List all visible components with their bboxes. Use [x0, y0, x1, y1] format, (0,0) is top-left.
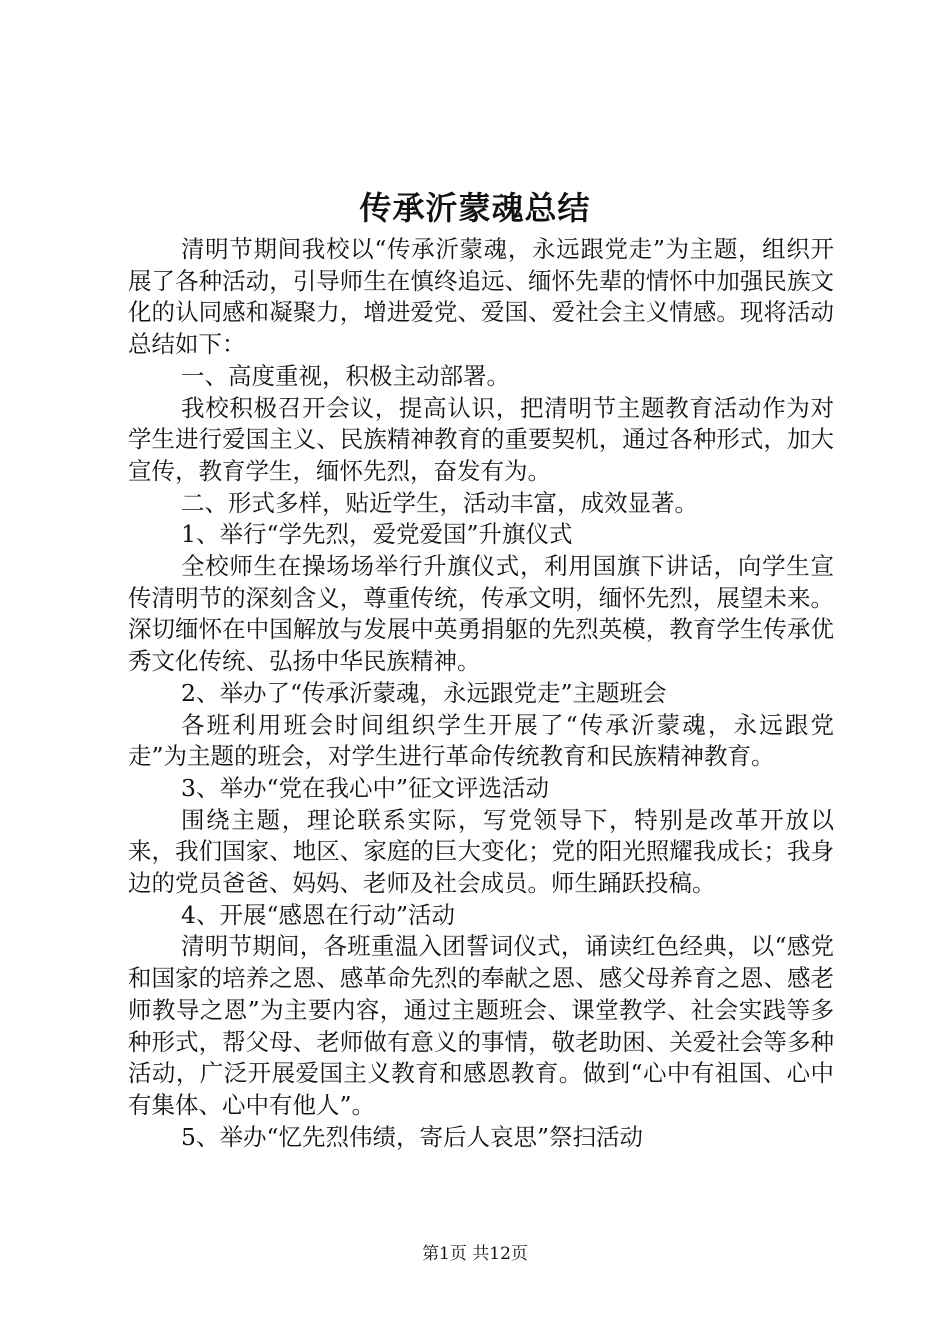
- paragraph: 我校积极召开会议，提高认识，把清明节主题教育活动作为对学生进行爱国主义、民族精神教育的重要契机，通过各种形式，加大宣传，教育学生，缅怀先烈，奋发有为。: [128, 393, 834, 485]
- item-heading-3: 3、举办“党在我心中”征文评选活动: [181, 773, 549, 802]
- document-body: [128, 234, 834, 1153]
- item-heading-5: 5、举办“忆先烈伟绩，寄后人哀思”祭扫活动: [181, 1122, 643, 1151]
- paragraph: 各班利用班会时间组织学生开展了“传承沂蒙魂，永远跟党走”为主题的班会，对学生进行革命传统教育和民族精神教育。: [128, 710, 834, 771]
- section-heading-2: 二、形式多样，贴近学生，活动丰富，成效显著。: [181, 488, 698, 517]
- paragraph-intro: 清明节期间我校以“传承沂蒙魂，永远跟党走”为主题，组织开展了各种活动，引导师生在慎终追远、缅怀先辈的情怀中加强民族文化的认同感和凝聚力，增进爱党、爱国、爱社会主义情感。现将活动总结如下：: [128, 235, 834, 359]
- item-heading-1: 1、举行“学先烈，爱党爱国”升旗仪式: [181, 520, 573, 549]
- page-number: 第1页 共12页: [422, 1244, 528, 1264]
- document-title: 传承沂蒙魂总结: [359, 189, 591, 227]
- paragraph: 全校师生在操场场举行升旗仪式，利用国旗下讲话，向学生宣传清明节的深刻含义，尊重传统，传承文明，缅怀先烈，展望未来。深切缅怀在中国解放与发展中英勇捐躯的先烈英模，教育学生传承优秀文化传统、弘扬中华民族精神。: [128, 552, 834, 676]
- item-heading-2: 2、举办了“传承沂蒙魂，永远跟党走”主题班会: [181, 678, 667, 707]
- item-heading-4: 4、开展“感恩在行动”活动: [181, 900, 455, 929]
- section-heading-1: 一、高度重视，积极主动部署。: [181, 361, 510, 390]
- paragraph: 围绕主题，理论联系实际，写党领导下，特别是改革开放以来，我们国家、地区、家庭的巨大变化；党的阳光照耀我成长；我身边的党员爸爸、妈妈、老师及社会成员。师生踊跃投稿。: [128, 805, 834, 898]
- paragraph: 清明节期间，各班重温入团誓词仪式，诵读红色经典，以“感党和国家的培养之恩、感革命先烈的奉献之恩、感父母养育之恩、感老师教导之恩”为主要内容，通过主题班会、课堂教学、社会实践等多种形式，帮父母、老师做有意义的事情，敬老助困、关爱社会等多种活动，广泛开展爱国主义教育和感恩教育。做到“心中有祖国、心中有集体、心中有他人”。: [128, 932, 834, 1119]
